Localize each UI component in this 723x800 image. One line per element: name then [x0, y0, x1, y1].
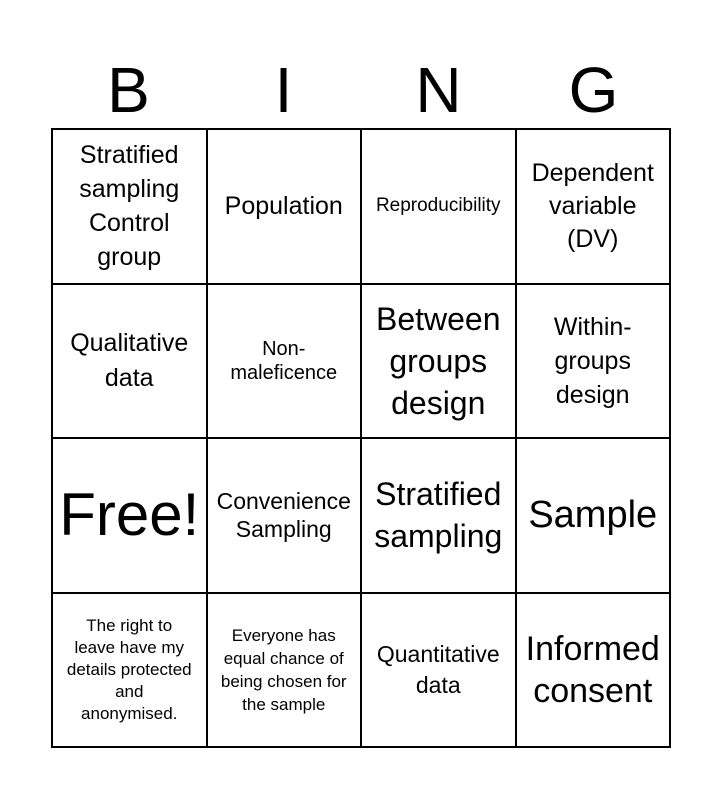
bingo-cell[interactable] [53, 285, 208, 440]
cell-label: Between groups design [375, 300, 501, 421]
bingo-cell[interactable] [517, 285, 672, 440]
bingo-cell[interactable] [208, 594, 363, 749]
cell-label: Within-groups design [553, 312, 632, 409]
cell-label: Stratified sampling Control group [79, 141, 180, 272]
cell-label: The right to leave have my details protected and anonymised. [66, 615, 192, 723]
cell-label: Dependent variable (DV) [531, 158, 654, 253]
free-space-label: Free! [59, 481, 200, 549]
header-letter-g: G [568, 54, 619, 126]
cell-label: Stratified sampling [374, 476, 503, 555]
cell-label: Convenience Sampling [216, 488, 351, 543]
cell-label: Non-maleficence [230, 337, 338, 384]
bingo-cell[interactable] [362, 285, 517, 440]
bingo-card-grid [51, 128, 671, 748]
header-letter-n: N [415, 54, 462, 126]
bingo-cell[interactable] [53, 130, 208, 285]
header-letter-b: B [107, 54, 150, 126]
header-letter-i: I [274, 54, 293, 126]
cell-label: Reproducibility [375, 195, 501, 217]
cell-label: Qualitative data [70, 328, 189, 392]
cell-label: Everyone has equal chance of being chosen for the sample [220, 625, 347, 714]
bingo-cell[interactable] [208, 285, 363, 440]
bingo-cell[interactable] [517, 130, 672, 285]
bingo-cell[interactable] [208, 439, 363, 594]
bingo-cell[interactable] [208, 130, 363, 285]
free-space-cell[interactable] [53, 439, 208, 594]
cell-label: Sample [528, 494, 658, 537]
cell-label: Informed consent [525, 629, 660, 710]
bingo-cell[interactable] [362, 130, 517, 285]
bingo-cell[interactable] [517, 594, 672, 749]
cell-label: Population [224, 192, 343, 221]
bingo-cell[interactable] [53, 594, 208, 749]
bingo-cell[interactable] [362, 594, 517, 749]
bingo-cell[interactable] [517, 439, 672, 594]
cell-label: Quantitative data [376, 640, 500, 698]
bingo-header [51, 52, 671, 128]
bingo-cell[interactable] [362, 439, 517, 594]
